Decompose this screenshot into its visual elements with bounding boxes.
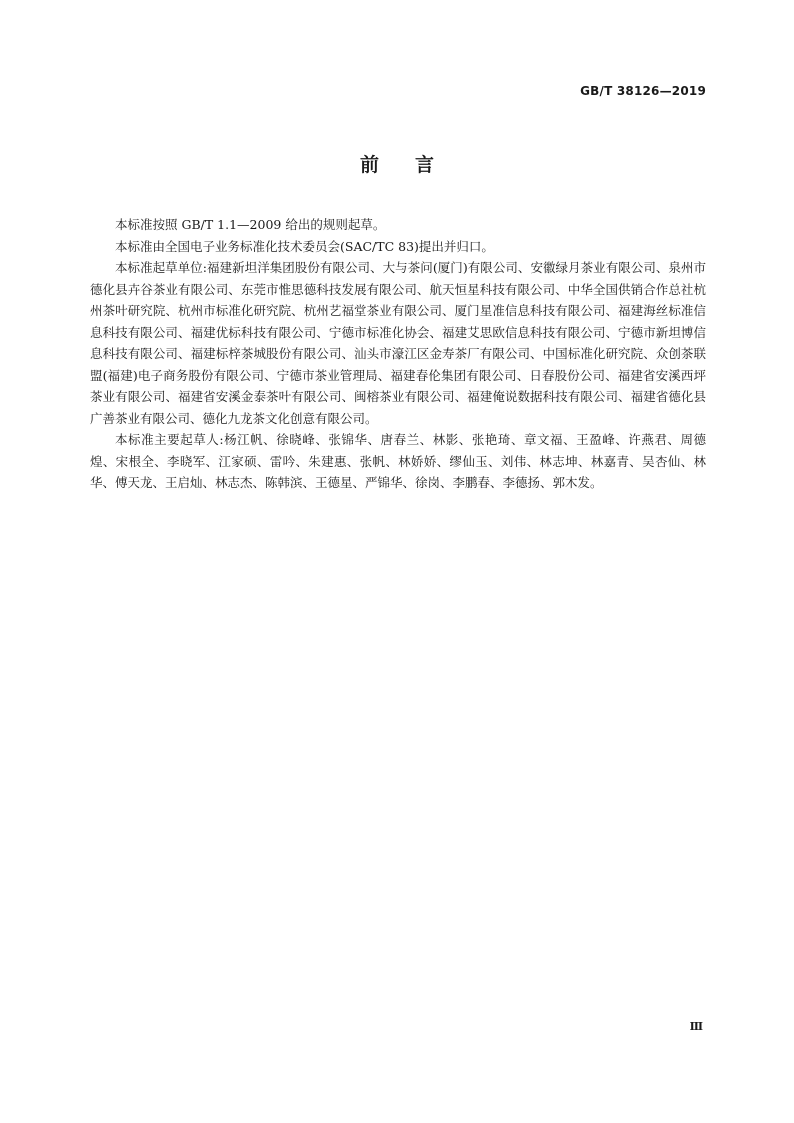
foreword-body <box>90 214 706 494</box>
paragraph-drafters: 本标准主要起草人:杨江帆、徐晓峰、张锦华、唐春兰、林影、张艳琦、章文福、王盈峰、许燕君、周德煌、宋根全、李晓军、江家硕、雷吟、朱建惠、张帆、林娇娇、缪仙玉、刘伟、林志坤、林嘉青、吴杏仙、林华、傅天龙、王启灿、林志杰、陈韩滨、王德星、严锦华、徐岗、李鹏春、李德扬、郭木发。 <box>90 432 706 490</box>
page-title: 前言 <box>359 154 470 176</box>
page-number: Ⅲ <box>689 1020 703 1033</box>
standard-code: GB/T 38126—2019 <box>580 84 706 98</box>
paragraph-drafting-rules: 本标准按照 GB/T 1.1—2009 给出的规则起草。 <box>115 217 386 232</box>
paragraph-drafting-units: 本标准起草单位:福建新坦洋集团股份有限公司、大与茶问(厦门)有限公司、安徽绿月茶业有限公司、泉州市德化县卉谷茶业有限公司、东莞市惟思德科技发展有限公司、航天恒星科技有限公司、中华全国供销合作总社杭州茶叶研究院、杭州市标准化研究院、杭州艺福堂茶业有限公司、厦门星准信息科技有限公司、福建海丝标准信息科技有限公司、福建优标科技有限公司、宁德市标准化协会、福建艾思欧信息科技有限公司、宁德市新坦博信息科技有限公司、福建标梓茶城股份有限公司、汕头市濠江区金寿茶厂有限公司、中国标准化研究院、众创茶联盟(福建)电子商务股份有限公司、宁德市茶业管理局、福建春伦集团有限公司、日春股份公司、福建省安溪西坪茶业有限公司、福建省安溪金泰茶叶有限公司、闽榕茶业有限公司、福建俺说数据科技有限公司、福建省德化县广善茶业有限公司、德化九龙茶文化创意有限公司。 <box>90 260 706 426</box>
paragraph-proposer: 本标准由全国电子业务标准化技术委员会(SAC/TC 83)提出并归口。 <box>115 238 494 254</box>
